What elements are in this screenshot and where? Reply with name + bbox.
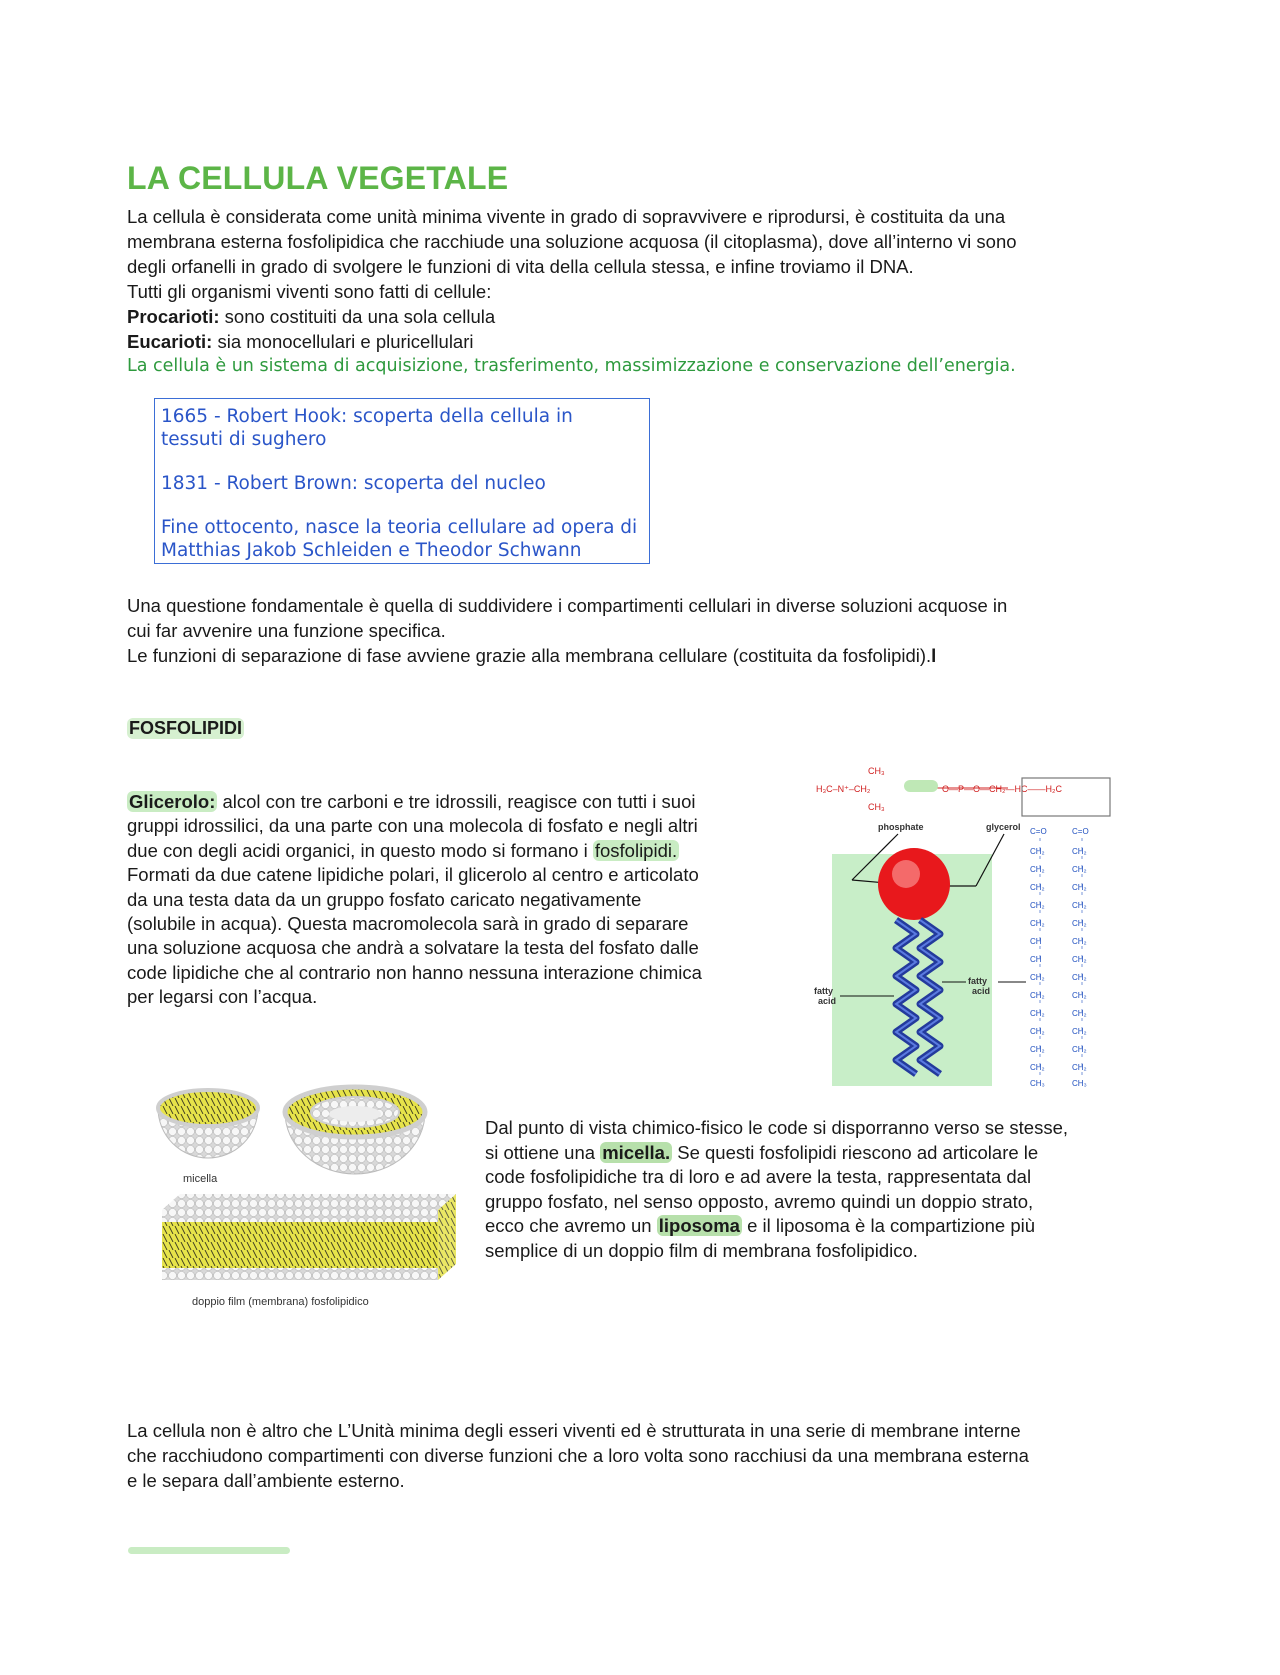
formula-highlight [904,780,938,792]
chain-atom: CH₂ [1072,883,1087,892]
intro-line: Tutti gli organismi viventi sono fatti di cellule: [127,281,492,302]
chain-atom: CH₂ [1030,1045,1045,1054]
timeline-item-brown: 1831 - Robert Brown: scoperta del nucleo [161,473,546,494]
timeline-text: Fine ottocento, nasce la teoria cellulare ad opera di [161,517,638,538]
glycerol-label: glycerol [986,822,1021,832]
intro-line: degli orfanelli in grado di svolgere le funzioni di vita della cellula stessa, e infine troviamo il DNA. [127,256,914,277]
chain-atom: CH₂ [1030,973,1045,982]
chain-atom: CH₃ [1030,1079,1045,1088]
section-heading-fosfolipidi: FOSFOLIPIDI [129,718,243,738]
intro-paragraph [127,204,1187,379]
intro-line: La cellula è considerata come unità minima vivente in grado di sopravvivere e riprodursi, è costituita da una [127,206,1006,227]
liposoma-highlight: liposoma [658,1215,740,1237]
chain-atom: CH₂ [1072,1027,1087,1036]
chain-left [1030,827,1047,1088]
micella-text: e il liposoma è la compartizione più [741,1215,1036,1237]
chain-atom: CH₂ [1072,991,1087,1000]
chain-atom: CH [1030,937,1042,946]
glicerolo-text: alcol con tre carboni e tre idrossili, reagisce con tutti i suoi [217,791,696,812]
conclusion-line: che racchiudono compartimenti con diverse funzioni che a loro volta sono racchiusi da una membrana esterna [127,1445,1029,1466]
chain-atom: CH₂ [1072,955,1087,964]
micella-text: Se questi fosfolipidi riescono ad articolare le [672,1141,1039,1163]
conclusion-line: e le separa dall’ambiente esterno. [127,1470,405,1491]
micella-line [485,1141,1175,1166]
timeline-text: Matthias Jakob Schleiden e Theodor Schwann [161,540,582,561]
timeline-box [154,398,650,564]
chain-atom: CH₂ [1030,847,1045,856]
glicerolo-line: gruppi idrossilici, da una parte con una molecola di fosfato e negli altri [127,815,698,837]
compartments-tail: l [931,645,937,666]
chain-atom: CH₂ [1030,1009,1045,1018]
chain-atom: CH₂ [1030,865,1045,874]
chain-atom: C=O [1030,827,1047,836]
glicerolo-line: code lipidiche che al contrario non hanno nessuna interazione chimica [127,961,702,983]
micella-line: Dal punto di vista chimico-fisico le code si disporranno verso se stesse, [485,1117,1069,1138]
micella-highlight: micella. [602,1141,671,1163]
chain-atom: CH₂ [1072,937,1087,946]
eucarioti-text: sia monocellulari e pluricellulari [212,331,474,352]
micella-text: ecco che avremo un [485,1215,657,1237]
glicerolo-line: una soluzione acquosa che andrà a solvatare la testa del fosfato dalle [127,937,699,959]
timeline-item-theory [161,516,643,562]
chain-atom: CH₂ [1030,991,1045,1000]
formula-choline: H₃C–N⁺–CH₂ [816,784,871,794]
conclusion-paragraph [127,1418,1217,1493]
micella-line: gruppo fosfato, nel senso opposto, avremo quindi un doppio strato, [485,1190,1034,1212]
procarioti-label: Procarioti: [127,306,220,327]
glicerolo-line: per legarsi con l’acqua. [127,986,318,1008]
chain-atom: CH₂ [1072,919,1087,928]
chain-atom: CH₂ [1030,919,1045,928]
compartments-line: Una questione fondamentale è quella di suddividere i compartimenti cellulari in diverse soluzioni acquose in [127,595,1008,616]
fatty-acid-label: acid [972,986,991,996]
chain-atom: C=O [1072,827,1089,836]
chain-atom: CH₂ [1072,901,1087,910]
glicerolo-line: da una testa data da un gruppo fosfato caricato negativamente [127,888,642,910]
fatty-acid-label: fatty [968,976,988,986]
chain-atom: CH₂ [1072,1063,1087,1072]
bilayer-label: doppio film (membrana) fosfolipidico [192,1296,369,1308]
chain-atom: CH [1030,955,1042,964]
highlight-fragment [128,1547,290,1554]
chain-atom: CH₂ [1030,1027,1045,1036]
compartments-line [127,643,1207,668]
glicerolo-line: Formati da due catene lipidiche polari, il glicerolo al centro e articolato [127,864,699,886]
energy-sentence: La cellula è un sistema di acquisizione, trasferimento, massimizzazione e conservazione dell’energia. [127,356,1016,376]
conclusion-line: La cellula non è altro che L’Unità minima degli esseri viventi ed è strutturata in una serie di membrane interne [127,1420,1021,1441]
chain-atom: CH₂ [1030,1063,1045,1072]
eucarioti-line [127,329,1187,354]
glicerolo-text: due con degli acidi organici, in questo modo si formano i [127,839,593,861]
head-highlight [892,860,920,888]
chain-atom: CH₂ [1072,973,1087,982]
chain-atom: CH₂ [1072,865,1087,874]
fatty-acid-label: fatty [814,986,834,996]
timeline-text: tessuti di sughero [161,429,327,450]
micella-line [485,1214,1175,1239]
chain-atom: CH₂ [1072,1009,1087,1018]
glicerolo-label: Glicerolo: [129,791,216,812]
timeline-text: 1665 - Robert Hook: scoperta della cellula in [161,406,573,427]
formula-ch3: CH₃ [868,766,885,776]
micella-label: micella [183,1173,218,1185]
micella-paragraph [485,1116,1175,1264]
fatty-acid-label: acid [818,996,837,1006]
formula-ch3: CH₃ [868,802,885,812]
timeline-item-hook [161,405,643,451]
chain-atom: CH₃ [1072,1079,1087,1088]
bilayer-illustration [162,1194,456,1280]
eucarioti-label: Eucarioti: [127,331,213,352]
micella-line: code fosfolipidiche tra di loro e ad avere la testa, rappresentata dal [485,1166,1032,1188]
chain-atom: CH₂ [1030,901,1045,910]
page-title: LA CELLULA VEGETALE [127,160,509,196]
phosphate-label: phosphate [878,822,924,832]
phospholipid-molecule-figure [808,762,1114,1092]
micella-illustration [158,1090,258,1158]
micella-line: semplice di un doppio film di membrana fosfolipidico. [485,1239,918,1261]
glicerolo-paragraph [127,790,807,1010]
chain-right [1072,827,1089,1088]
chain-atom: CH₂ [1072,847,1087,856]
membrane-structures-figure [150,1082,470,1312]
compartments-text: Le funzioni di separazione di fase avviene grazie alla membrana cellulare (costituita da fosfolipidi). [127,645,932,666]
fosfolipidi-highlight: fosfolipidi. [594,839,678,861]
procarioti-line [127,304,1187,329]
compartments-line: cui far avvenire una funzione specifica. [127,620,446,641]
procarioti-text: sono costituiti da una sola cellula [219,306,496,327]
formula-phosphate: O—P—O—CH₂—HC——H₂C [942,784,1062,794]
chain-atom: CH₂ [1030,883,1045,892]
glicerolo-line [127,790,807,814]
liposoma-illustration [285,1087,425,1174]
glicerolo-line: (solubile in acqua). Questa macromolecola sarà in grado di separare [127,913,689,935]
glicerolo-line [127,839,807,863]
intro-line: membrana esterna fosfolipidica che racchiude una soluzione acquosa (il citoplasma), dove all’interno vi sono [127,231,1017,252]
compartments-paragraph [127,593,1207,668]
micella-text: si ottiene una [485,1141,601,1163]
chain-atom: CH₂ [1072,1045,1087,1054]
